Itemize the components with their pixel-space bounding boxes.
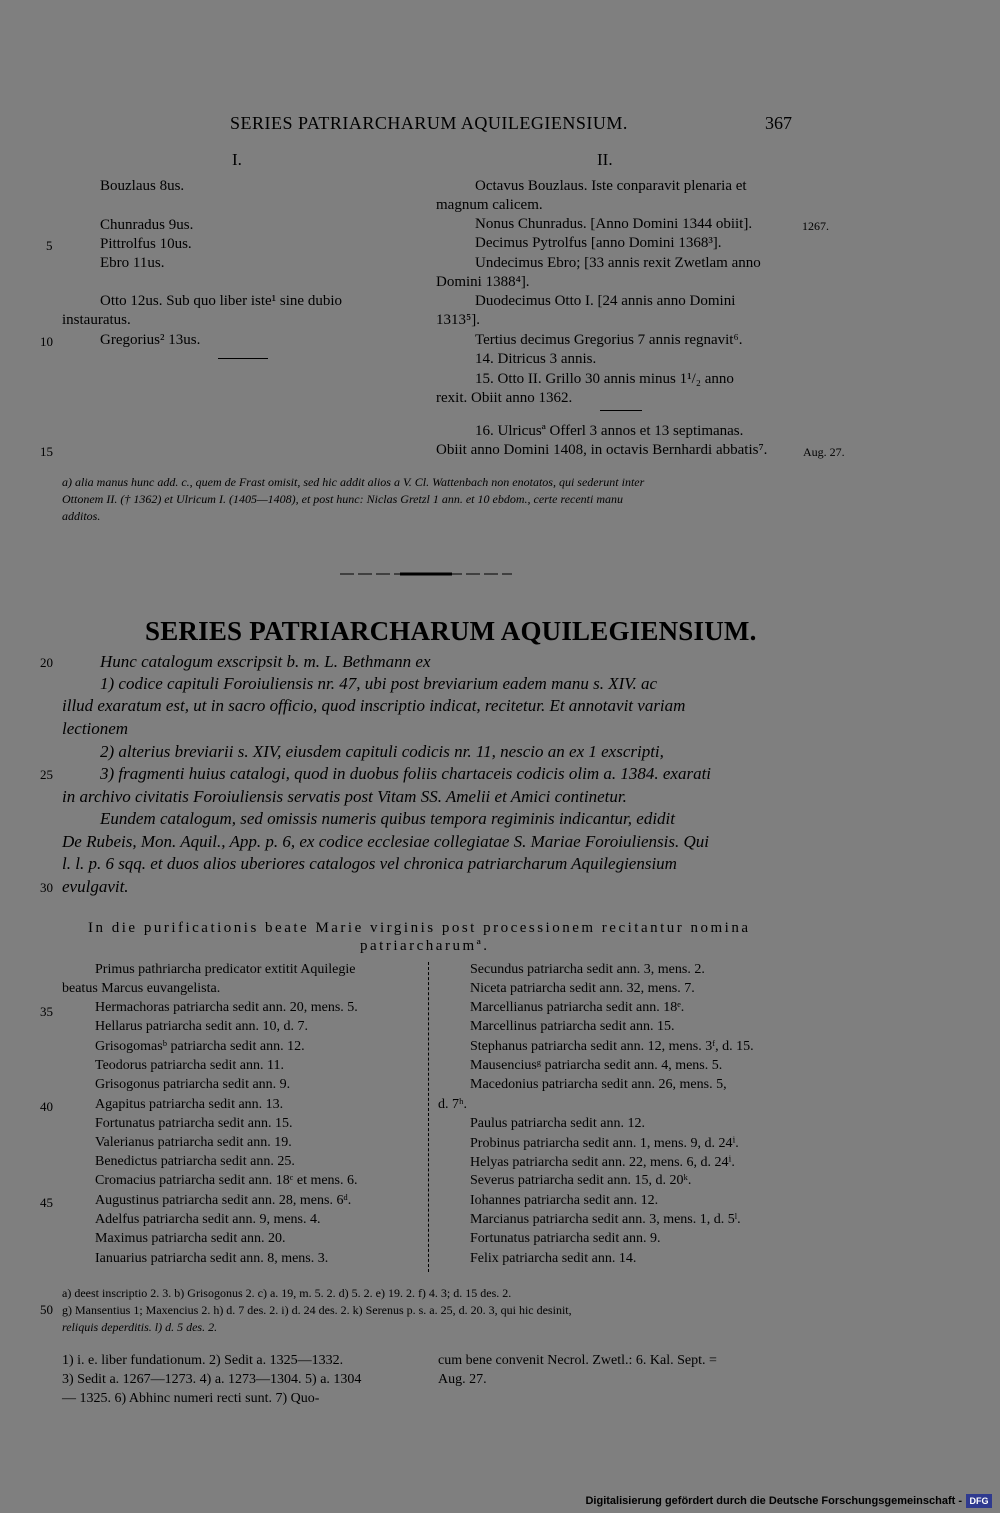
list-item: Hellarus patriarcha sedit ann. 10, d. 7. (95, 1019, 309, 1034)
list-item: Ebro 11us. (100, 255, 165, 271)
list-item: Secundus patriarcha sedit ann. 3, mens. 2. (470, 962, 705, 977)
list-item: Cromacius patriarcha sedit ann. 18ᶜ et mens. 6. (95, 1173, 358, 1188)
list-item: Maximus patriarcha sedit ann. 20. (95, 1231, 286, 1246)
list-item: Marcianus patriarcha sedit ann. 3, mens. 1, d. 5ˡ. (470, 1212, 741, 1227)
footnote: 1) i. e. liber fundationum. 2) Sedit a. 1325—1332. (62, 1353, 344, 1368)
list-item: 1313⁵]. (436, 312, 480, 328)
line-number: 5 (46, 238, 53, 253)
list-item: Chunradus 9us. (100, 217, 194, 233)
list-item: Tertius decimus Gregorius 7 annis regnavit⁶. (475, 332, 743, 348)
list-item: magnum calicem. (436, 197, 543, 213)
list-item: Teodorus patriarcha sedit ann. 11. (95, 1058, 284, 1073)
list-item: Duodecimus Otto I. [24 annis anno Domini (475, 293, 736, 309)
line-number: 30 (40, 880, 53, 895)
footnote-a: Ottonem II. († 1362) et Ulricum I. (1405—1408), et post hunc: Niclas Gretzl 1 ann. et 10 ebdom., certe recenti manu (62, 492, 624, 506)
line-number: 35 (40, 1004, 53, 1019)
list-item: Mausenciusᵍ patriarcha sedit ann. 4, mens. 5. (470, 1058, 723, 1073)
footnote: 3) Sedit a. 1267—1273. 4) a. 1273—1304. 5) a. 1304 (62, 1372, 362, 1387)
list-item: Obiit anno Domini 1408, in octavis Bernhardi abbatis⁷. (436, 442, 768, 458)
list-item: instauratus. (62, 312, 131, 328)
variant-note: g) Mansentius 1; Maxencius 2. h) d. 7 des. 2. i) d. 24 des. 2. k) Serenus p. s. a. 25, d. 20. 3, qui hic desinit, (62, 1303, 572, 1317)
list-item: Macedonius patriarcha sedit ann. 26, mens. 5, (470, 1077, 727, 1092)
list-item: Bouzlaus 8us. (100, 178, 185, 194)
page-number: 367 (765, 113, 792, 133)
list-item: Ianuarius patriarcha sedit ann. 8, mens. 3. (95, 1251, 329, 1266)
list-item: Stephanus patriarcha sedit ann. 12, mens. 3ᶠ, d. 15. (470, 1039, 754, 1054)
list-item: Gregorius² 13us. (100, 332, 201, 348)
list-item: Grisogonus patriarcha sedit ann. 9. (95, 1077, 291, 1092)
list-item: Felix patriarcha sedit ann. 14. (470, 1251, 637, 1266)
line-number: 10 (40, 334, 53, 349)
list-item: beatus Marcus euvangelista. (62, 981, 221, 996)
line-number: 50 (40, 1302, 53, 1317)
list-item: 15. Otto II. Grillo 30 annis minus 1¹/₂ anno (475, 371, 734, 387)
variant-note: a) deest inscriptio 2. 3. b) Grisogonus 2. c) a. 19, m. 5. 2. d) 5. 2. e) 19. 2. f) 4. 3; d. 15 des. 2. (62, 1286, 512, 1300)
section-title: SERIES PATRIARCHARUM AQUILEGIENSIUM. (145, 616, 757, 646)
intro-line: Eundem catalogum, sed omissis numeris quibus tempora regiminis indicantur, edidit (100, 809, 675, 828)
line-number: 40 (40, 1099, 53, 1114)
list-item: d. 7ʰ. (438, 1097, 467, 1112)
list-item: Otto 12us. Sub quo liber iste¹ sine dubio (100, 293, 342, 309)
digitization-credit: Digitalisierung gefördert durch die Deutsche Forschungsgemeinschaft - (585, 1495, 962, 1507)
list-item: Niceta patriarcha sedit ann. 32, mens. 7. (470, 981, 695, 996)
column-divider (428, 962, 430, 1272)
intro-line: evulgavit. (62, 877, 129, 896)
dfg-logo: DFG (966, 1494, 992, 1508)
running-title: SERIES PATRIARCHARUM AQUILEGIENSIUM. (230, 113, 628, 133)
list-item: Decimus Pytrolfus [anno Domini 1368³]. (475, 235, 722, 251)
intro-line: 2) alterius breviarii s. XIV, eiusdem capituli codicis nr. 11, nescio an ex 1 exscripti, (100, 742, 664, 761)
margin-date: 1267. (802, 219, 829, 233)
intro-line: illud exaratum est, ut in sacro officio, quod inscriptio indicat, recitetur. Et annotavit variam (62, 696, 686, 715)
list-item: Probinus patriarcha sedit ann. 1, mens. 9, d. 24ⁱ. (470, 1136, 739, 1151)
column-heading-ii: II. (597, 150, 613, 169)
list-item: Hermachoras patriarcha sedit ann. 20, mens. 5. (95, 1000, 358, 1015)
list-item: Agapitus patriarcha sedit ann. 13. (95, 1097, 284, 1112)
list-heading: patriarcharumª. (360, 938, 490, 954)
footnote: cum bene convenit Necrol. Zwetl.: 6. Kal. Sept. = (438, 1353, 717, 1368)
ornament-divider (340, 563, 512, 566)
intro-line: De Rubeis, Mon. Aquil., App. p. 6, ex codice ecclesiae collegiatae S. Mariae Foroiuliensis. Qui (62, 832, 709, 851)
footnote: — 1325. 6) Abhinc numeri recti sunt. 7) Quo- (62, 1391, 320, 1406)
list-item: Iohannes patriarcha sedit ann. 12. (470, 1193, 659, 1208)
list-item: Marcellianus patriarcha sedit ann. 18ᵉ. (470, 1000, 685, 1015)
line-number: 45 (40, 1195, 53, 1210)
list-item: Severus patriarcha sedit ann. 15, d. 20ᵏ. (470, 1173, 692, 1188)
list-item: Grisogomasᵇ patriarcha sedit ann. 12. (95, 1039, 305, 1054)
list-item: Paulus patriarcha sedit ann. 12. (470, 1116, 645, 1131)
intro-line: in archivo civitatis Foroiuliensis servatis post Vitam SS. Amelii et Amici continetur. (62, 787, 627, 806)
list-item: 14. Ditricus 3 annis. (475, 351, 597, 367)
line-number: 25 (40, 767, 53, 782)
column-heading-i: I. (232, 150, 242, 169)
line-number: 15 (40, 444, 53, 459)
list-item: Fortunatus patriarcha sedit ann. 9. (470, 1231, 661, 1246)
list-item: 16. Ulricusª Offerl 3 annos et 13 septimanas. (475, 423, 744, 439)
line-number: 20 (40, 655, 53, 670)
divider (600, 410, 642, 411)
intro-line: Hunc catalogum exscripsit b. m. L. Bethmann ex (100, 652, 431, 671)
divider (218, 358, 268, 359)
list-item: Valerianus patriarcha sedit ann. 19. (95, 1135, 292, 1150)
list-item: Pittrolfus 10us. (100, 236, 192, 252)
footnote: Aug. 27. (438, 1372, 487, 1387)
list-item: Fortunatus patriarcha sedit ann. 15. (95, 1116, 293, 1131)
list-item: Adelfus patriarcha sedit ann. 9, mens. 4. (95, 1212, 321, 1227)
variant-note: reliquis deperditis. l) d. 5 des. 2. (62, 1320, 218, 1334)
intro-line: 3) fragmenti huius catalogi, quod in duobus foliis chartaceis codicis olim a. 1384. exarati (100, 764, 712, 783)
list-item: Nonus Chunradus. [Anno Domini 1344 obiit]. (475, 216, 753, 232)
list-item: Marcellinus patriarcha sedit ann. 15. (470, 1019, 675, 1034)
list-item: Benedictus patriarcha sedit ann. 25. (95, 1154, 295, 1169)
list-heading: In die purificationis beate Marie virginis post processionem recitantur nomina (88, 920, 751, 936)
list-item: Domini 1388⁴]. (436, 274, 530, 290)
intro-line: lectionem (62, 719, 129, 738)
footnote-a: a) alia manus hunc add. c., quem de Frast omisit, sed hic addit alios a V. Cl. Wattenbach non enotatos, qui sederunt inter (62, 475, 645, 489)
list-item: rexit. Obiit anno 1362. (436, 390, 573, 406)
intro-line: l. l. p. 6 sqq. et duos alios uberiores catalogos vel chronica patriarcharum Aquilegiensium (62, 854, 677, 873)
list-item: Augustinus patriarcha sedit ann. 28, mens. 6ᵈ. (95, 1193, 352, 1208)
list-item: Helyas patriarcha sedit ann. 22, mens. 6, d. 24ⁱ. (470, 1155, 735, 1170)
list-item: Octavus Bouzlaus. Iste conparavit plenaria et (475, 178, 747, 194)
intro-line: 1) codice capituli Foroiuliensis nr. 47, ubi post breviarium eadem manu s. XIV. ac (100, 674, 657, 693)
footnote-a: additos. (62, 509, 101, 523)
list-item: Primus pathriarcha predicator extitit Aquilegie (95, 962, 356, 977)
margin-date: Aug. 27. (803, 445, 845, 459)
list-item: Undecimus Ebro; [33 annis rexit Zwetlam anno (475, 255, 761, 271)
